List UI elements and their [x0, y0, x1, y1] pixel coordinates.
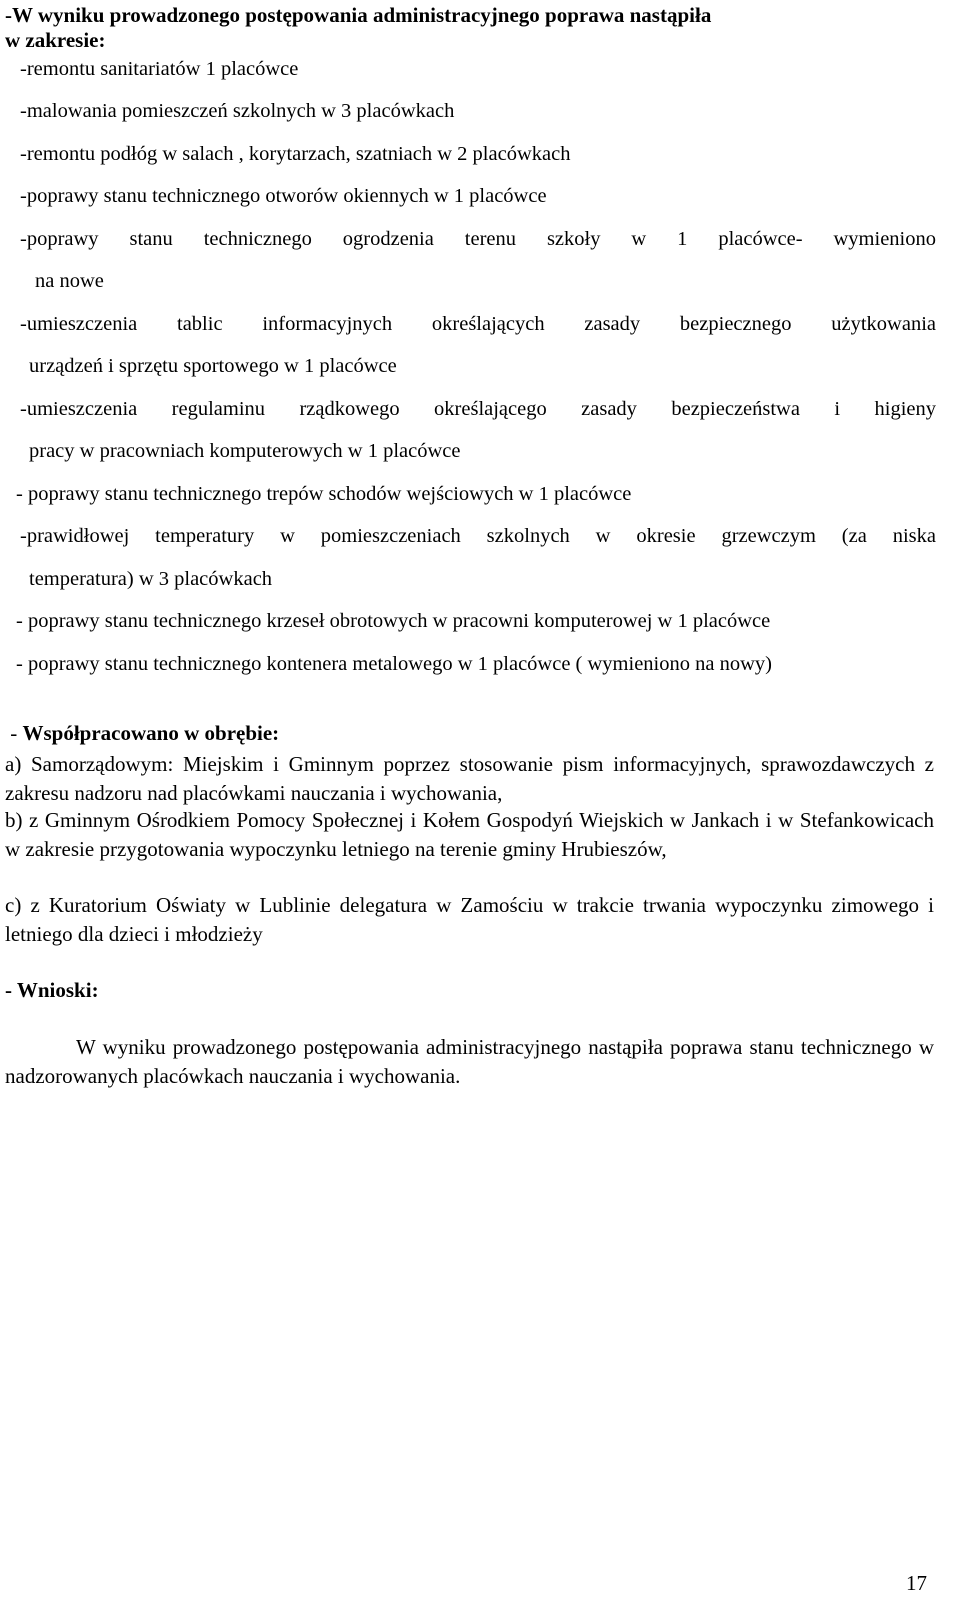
improvement-item: - poprawy stanu technicznego krzeseł obrotowych w pracowni komputerowej w 1 placówce [16, 610, 771, 632]
cooperation-heading [5, 719, 279, 747]
findings-heading-line-1: -W wyniku prowadzonego postępowania administracyjnego poprawa nastąpiła [5, 3, 712, 27]
improvement-item-continuation: temperatura) w 3 placówkach [29, 568, 273, 590]
improvement-item: - poprawy stanu technicznego kontenera metalowego w 1 placówce ( wymieniono na nowy) [16, 653, 772, 675]
conclusions-text: W wyniku prowadzonego postępowania administracyjnego nastąpiła poprawa stanu technicznego w nadzorowanych placówkach nauczania i wychowania. [5, 1035, 934, 1088]
improvement-item: -poprawy stanu technicznego ogrodzenia terenu szkoły w 1 placówce- wymieniono [20, 228, 936, 250]
cooperation-item-c: c) z Kuratorium Oświaty w Lublinie delegatura w Zamościu w trakcie trwania wypoczynku zimowego i letniego dla dzieci i młodzieży [5, 893, 934, 946]
findings-heading [5, 3, 935, 53]
improvement-item: -malowania pomieszczeń szkolnych w 3 placówkach [20, 100, 455, 122]
page-number: 17 [906, 1571, 927, 1595]
cooperation-heading-text: Współpracowano w obrębie: [22, 721, 280, 745]
improvement-item: -remontu sanitariatów 1 placówce [20, 58, 299, 80]
improvement-item-continuation: pracy w pracowniach komputerowych w 1 placówce [29, 440, 461, 462]
improvement-item-continuation: urządzeń i sprzętu sportowego w 1 placówce [29, 355, 397, 377]
improvement-item: -umieszczenia tablic informacyjnych określających zasady bezpiecznego użytkowania [20, 313, 936, 335]
improvement-item-continuation: na nowe [35, 270, 104, 292]
improvement-item: -remontu podłóg w salach , korytarzach, szatniach w 2 placówkach [20, 143, 571, 165]
cooperation-heading-prefix: - [5, 721, 23, 745]
cooperation-item-b: b) z Gminnym Ośrodkiem Pomocy Społecznej i Kołem Gospodyń Wiejskich w Jankach i w Stefankowicach w zakresie przygotowania wypoczynku letniego na terenie gminy Hrubieszów, [5, 808, 934, 861]
cooperation-item-a: a) Samorządowym: Miejskim i Gminnym poprzez stosowanie pism informacyjnych, sprawozdawczych z zakresu nadzoru nad placówkami nauczania i wychowania, [5, 752, 934, 805]
improvement-item: -umieszczenia regulaminu rządkowego określającego zasady bezpieczeństwa i higieny [20, 398, 936, 420]
improvement-item: -poprawy stanu technicznego otworów okiennych w 1 placówce [20, 185, 547, 207]
conclusions-heading: - Wnioski: [5, 978, 99, 1002]
findings-heading-line-2: w zakresie: [5, 28, 106, 52]
improvement-item: - poprawy stanu technicznego trepów schodów wejściowych w 1 placówce [16, 483, 632, 505]
improvement-item: -prawidłowej temperatury w pomieszczeniach szkolnych w okresie grzewczym (za niska [20, 525, 936, 547]
